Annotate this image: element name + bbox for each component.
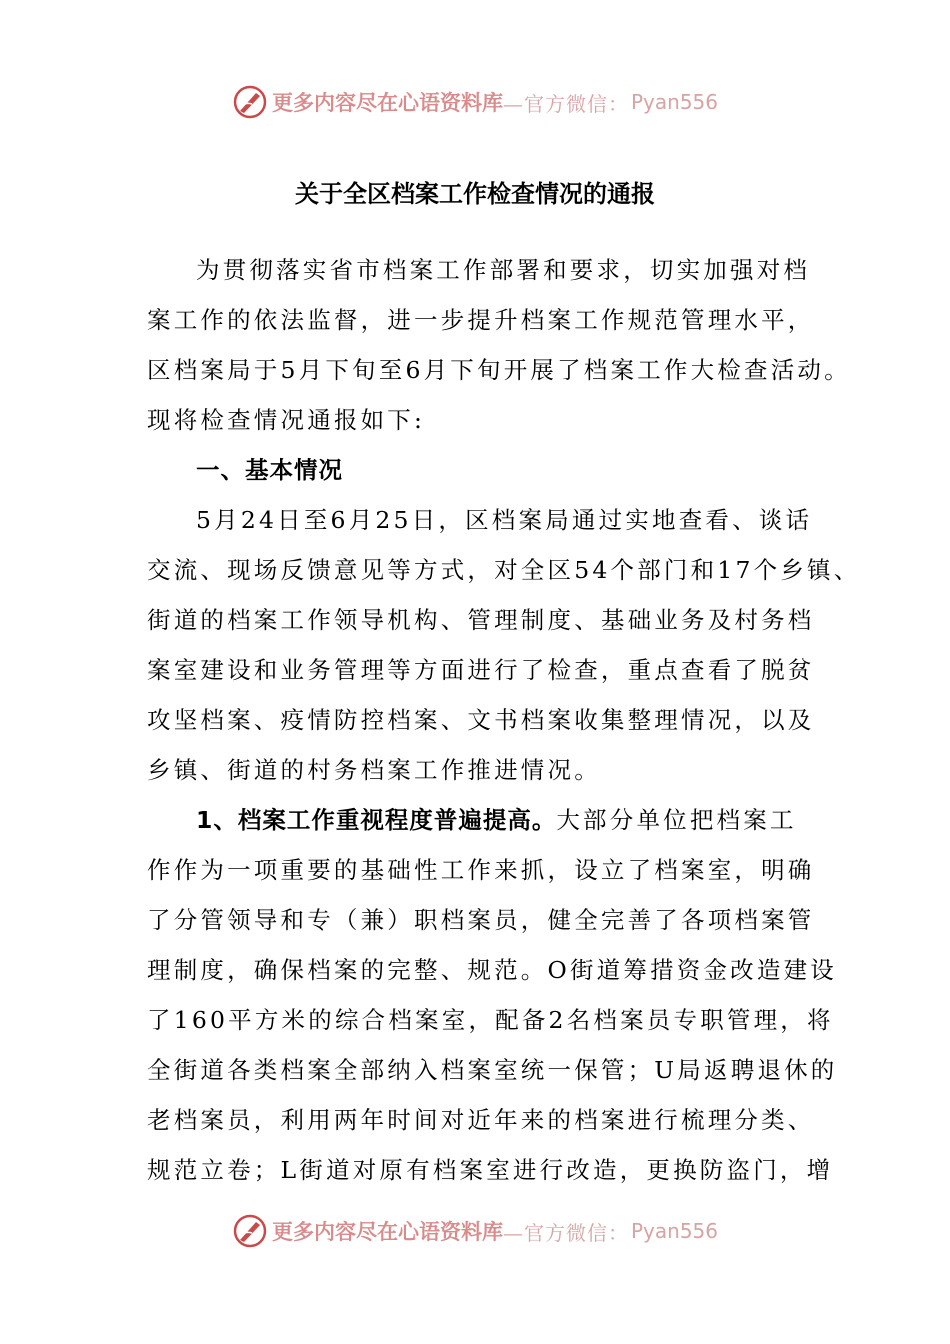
paragraph-line: 区档案局于5月下旬至6月下旬开展了档案工作大检查活动。 [147, 356, 851, 384]
paragraph-line: 作作为一项重要的基础性工作来抓，设立了档案室，明确 [147, 856, 815, 884]
banner-sub-text: —官方微信： [502, 1220, 629, 1245]
paragraph-line: 案室建设和业务管理等方面进行了检查，重点查看了脱贫 [147, 656, 815, 684]
paragraph-line: 5月24日至6月25日，区档案局通过实地查看、谈话 [196, 506, 813, 534]
paragraph-line: 了160平方米的综合档案室，配备2名档案员专职管理，将 [147, 1006, 834, 1034]
paragraph-line: 全街道各类档案全部纳入档案室统一保管；U局返聘退休的 [147, 1056, 838, 1084]
banner-main-text: 更多内容尽在心语资料库 [271, 1219, 503, 1244]
banner-wechat-id: Pyan556 [630, 1219, 718, 1243]
quill-seal-icon [232, 1213, 268, 1249]
quill-seal-icon [232, 84, 268, 120]
banner-wechat-id: Pyan556 [630, 90, 718, 114]
header-watermark [0, 82, 950, 122]
paragraph-line: 现将检查情况通报如下: [147, 406, 426, 434]
paragraph-line: 了分管领导和专（兼）职档案员，健全完善了各项档案管 [147, 906, 815, 934]
paragraph-line: 老档案员，利用两年时间对近年来的档案进行梳理分类、 [147, 1106, 815, 1134]
item-paragraph-first-line [196, 804, 797, 836]
paragraph-line: 乡镇、街道的村务档案工作推进情况。 [147, 756, 601, 784]
section-heading: 一、基本情况 [196, 456, 343, 484]
banner-main-text: 更多内容尽在心语资料库 [271, 90, 503, 115]
paragraph-line: 规范立卷；L街道对原有档案室进行改造，更换防盗门，增 [147, 1156, 834, 1184]
paragraph-line: 交流、现场反馈意见等方式，对全区54个部门和17个乡镇、 [147, 556, 861, 584]
banner-sub-text: —官方微信： [502, 91, 629, 116]
paragraph-line: 为贯彻落实省市档案工作部署和要求，切实加强对档 [196, 256, 811, 284]
paragraph-line: 街道的档案工作领导机构、管理制度、基础业务及村务档 [147, 606, 815, 634]
paragraph-line: 案工作的依法监督，进一步提升档案工作规范管理水平， [147, 306, 815, 334]
document-title: 关于全区档案工作检查情况的通报 [295, 180, 655, 208]
footer-watermark [0, 1211, 950, 1251]
item-lead-rest: 大部分单位把档案工 [556, 806, 797, 834]
paragraph-line: 理制度，确保档案的完整、规范。O街道筹措资金改造建设 [147, 956, 837, 984]
paragraph-line: 攻坚档案、疫情防控档案、文书档案收集整理情况，以及 [147, 706, 815, 734]
item-lead: 1、档案工作重视程度普遍提高。 [196, 806, 557, 834]
